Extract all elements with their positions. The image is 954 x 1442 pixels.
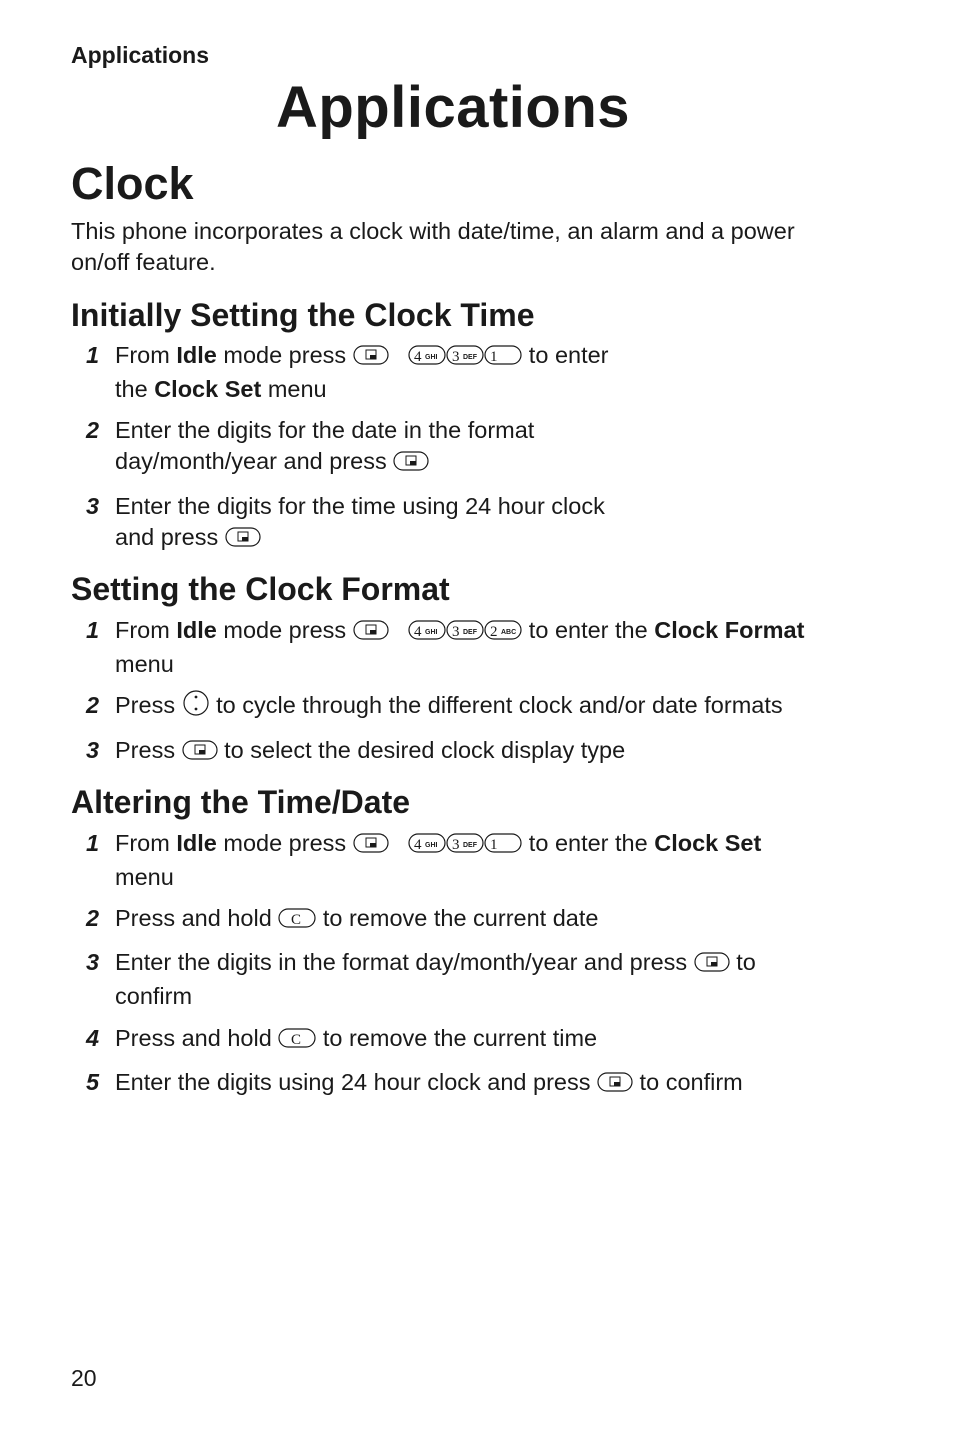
chapter-title: Applications: [275, 75, 631, 140]
svg-text:C: C: [291, 912, 302, 928]
svg-text:GHI: GHI: [425, 629, 438, 636]
page-number: 20: [71, 1365, 97, 1391]
svg-text:4: 4: [414, 837, 422, 853]
subhead-clock-format: Setting the Clock Format: [71, 571, 450, 607]
step-3: [86, 735, 846, 769]
menu-softkey-icon: [393, 449, 429, 480]
nav-up-down-icon: [182, 690, 210, 724]
svg-text:3: 3: [452, 349, 460, 365]
menu-softkey-icon: [597, 1070, 633, 1101]
step-text-part: menu: [115, 864, 174, 890]
step-text-part: From: [115, 617, 177, 643]
step-text-part: Press and hold: [115, 905, 272, 931]
step-5: [86, 1067, 846, 1101]
step-2: [86, 903, 846, 937]
svg-text:DEF: DEF: [463, 629, 478, 636]
step-1: [86, 828, 826, 893]
bold-term: Clock Format: [654, 617, 805, 643]
step-text-part: to enter the: [522, 617, 655, 643]
step-text: [115, 903, 846, 937]
step-text-part: to enter the: [115, 342, 609, 402]
svg-text:GHI: GHI: [425, 842, 438, 849]
menu-softkey-icon: [353, 618, 389, 649]
section-title: Clock: [71, 158, 194, 209]
clear-key-icon: [278, 1026, 316, 1057]
step-text: [115, 1067, 846, 1101]
step-text-part: Press: [115, 737, 176, 763]
step-text-part: menu: [115, 651, 174, 677]
step-text-part: mode press: [216, 342, 347, 368]
menu-softkey-icon: [353, 343, 389, 374]
bold-term: Idle: [176, 342, 217, 368]
step-text: [115, 340, 626, 405]
step-text-part: to confirm: [633, 1069, 743, 1095]
key-1-icon: [484, 831, 522, 862]
step-number: 5: [86, 1069, 100, 1095]
step-number: 3: [86, 737, 100, 763]
step-3: [86, 491, 626, 556]
subhead-altering-time-date: Altering the Time/Date: [71, 784, 411, 820]
menu-softkey-icon: [694, 950, 730, 981]
step-text-part: From: [115, 830, 177, 856]
step-text-part: From: [115, 342, 177, 368]
svg-text:4: 4: [414, 624, 422, 640]
step-text-part: Enter the digits for the time using 24 hour clock and press: [115, 493, 605, 550]
step-text: [115, 947, 826, 1012]
svg-text:3: 3: [452, 624, 460, 640]
step-number: 2: [86, 692, 100, 718]
step-2: [86, 690, 846, 724]
svg-text:4: 4: [414, 349, 422, 365]
step-number: 3: [86, 493, 100, 519]
running-head: Applications: [71, 42, 210, 68]
bold-term: Clock Set: [154, 376, 262, 402]
key-3-def-icon: [446, 343, 484, 374]
menu-softkey-icon: [353, 831, 389, 862]
svg-text:GHI: GHI: [425, 354, 438, 361]
step-text-part: mode press: [216, 617, 347, 643]
step-1: [86, 340, 626, 405]
step-1: [86, 615, 806, 680]
step-number: 2: [86, 905, 100, 931]
step-number: 2: [86, 417, 100, 443]
step-text-part: to remove the current date: [316, 905, 599, 931]
key-4-ghi-icon: [408, 618, 446, 649]
step-text-part: to remove the current time: [316, 1025, 598, 1051]
step-text: [115, 415, 626, 480]
step-text-part: Enter the digits for the date in the format day/month/year and press: [115, 417, 535, 474]
step-number: 1: [86, 617, 100, 643]
svg-text:ABC: ABC: [501, 629, 517, 636]
svg-text:1: 1: [490, 349, 498, 365]
key-4-ghi-icon: [408, 831, 446, 862]
step-text-part: menu: [261, 376, 327, 402]
step-text-part: Press and hold: [115, 1025, 272, 1051]
step-text-part: to confirm: [115, 949, 756, 1009]
bold-term: Idle: [176, 617, 217, 643]
key-3-def-icon: [446, 618, 484, 649]
menu-softkey-icon: [225, 525, 261, 556]
step-2: [86, 415, 626, 480]
subhead-initially-setting: Initially Setting the Clock Time: [71, 297, 535, 333]
intro-paragraph: This phone incorporates a clock with date/time, an alarm and a power on/off feature.: [71, 218, 795, 275]
bold-term: Idle: [176, 830, 217, 856]
step-number: 1: [86, 830, 100, 856]
step-number: 3: [86, 949, 100, 975]
svg-text:1: 1: [490, 837, 498, 853]
key-4-ghi-icon: [408, 343, 446, 374]
step-text-part: Enter the digits using 24 hour clock and press: [115, 1069, 591, 1095]
step-text-part: to enter the: [522, 830, 655, 856]
svg-text:DEF: DEF: [463, 354, 478, 361]
svg-text:3: 3: [452, 837, 460, 853]
step-text: [115, 615, 806, 680]
key-1-icon: [484, 343, 522, 374]
step-3: [86, 947, 826, 1012]
step-text: [115, 1023, 846, 1057]
step-text-part: Enter the digits in the format day/month/year and press: [115, 949, 688, 975]
step-text-part: Press: [115, 692, 176, 718]
step-text-part: mode press: [216, 830, 347, 856]
step-text-part: to cycle through the different clock and/or date formats: [209, 692, 783, 718]
step-text: [115, 491, 626, 556]
key-3-def-icon: [446, 831, 484, 862]
step-number: 1: [86, 342, 100, 368]
step-text-part: to select the desired clock display type: [217, 737, 626, 763]
step-text: [115, 735, 846, 769]
step-text: [115, 828, 826, 893]
step-text: [115, 690, 846, 724]
step-4: [86, 1023, 846, 1057]
svg-text:DEF: DEF: [463, 842, 478, 849]
clear-key-icon: [278, 906, 316, 937]
menu-softkey-icon: [182, 738, 218, 769]
svg-text:C: C: [291, 1032, 302, 1048]
key-2-abc-icon: [484, 618, 522, 649]
svg-text:2: 2: [490, 624, 498, 640]
step-number: 4: [86, 1025, 100, 1051]
bold-term: Clock Set: [654, 830, 762, 856]
